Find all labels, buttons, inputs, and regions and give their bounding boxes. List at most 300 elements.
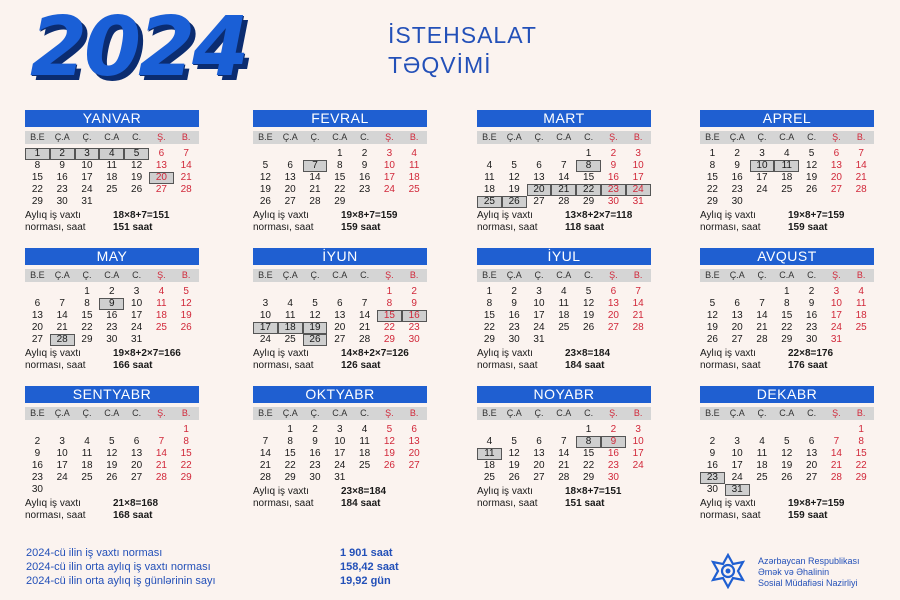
empty-cell [352,286,377,298]
weekday-label: Ç. [310,270,320,280]
empty-cell [25,424,50,436]
calendar-day: 24 [334,460,346,471]
empty-cell [327,286,352,298]
calendar-day: 7 [59,298,65,309]
month-name: YANVAR [25,110,199,127]
empty-cell [253,286,278,298]
calendar-day: 29 [284,472,296,483]
calendar-day: 27 [131,472,143,483]
calendar-day: 25 [106,184,118,195]
month-hours: 159 saat [788,222,828,233]
calendar-day: 15 [284,448,296,459]
weekday-header [25,407,199,420]
weekday-label: B. [181,408,191,418]
calendar-day: 15 [180,448,192,459]
month-name: FEVRAL [253,110,427,127]
norm-formula: 19×8+7=159 [788,498,845,509]
norm-formula: 22×8=176 [788,348,834,359]
empty-cell [50,424,75,436]
calendar-day: 29 [180,472,192,483]
hours-label: norması, saat [477,222,538,233]
calendar-day: 15 [583,172,595,183]
calendar-day: 21 [309,184,321,195]
norm-label: Aylıq iş vaxtı [700,348,756,359]
hours-label: norması, saat [25,222,86,233]
calendar-day: 28 [558,472,570,483]
month-hours: 126 saat [341,360,381,371]
ministry-logo-icon [706,553,750,589]
calendar-day: 7 [635,286,641,297]
calendar-day: 1 [585,424,592,435]
day-grid [253,424,427,484]
calendar-day: 26 [508,472,520,483]
weekday-label: C.A [104,408,120,418]
calendar-day: 4 [784,148,790,159]
month-name: İYUN [253,248,427,265]
calendar-day: 14 [558,172,570,183]
calendar-day: 21 [830,460,842,471]
calendar-day: 29 [781,334,793,345]
calendar-day: 6 [34,298,41,309]
calendar-day: 7 [833,436,840,447]
calendar-day: 2 [109,286,115,297]
calendar-day: 27 [284,196,296,207]
holiday-day: 8 [576,160,601,172]
weekday-label: Ç.A [506,270,522,280]
calendar-day: 17 [56,460,68,471]
calendar-title-line2: TƏQVİMİ [388,52,492,78]
calendar-day: 31 [131,334,143,345]
weekday-label: C. [584,408,594,418]
calendar-day: 1 [709,148,716,159]
hours-row [25,222,199,234]
holiday-day: 20 [149,172,174,184]
calendar-day: 29 [583,472,595,483]
weekday-label: B. [181,270,191,280]
calendar-day: 20 [408,448,420,459]
month-name: APREL [700,110,874,127]
calendar-day: 21 [632,310,644,321]
calendar-day: 28 [632,322,644,333]
calendar-title-line1: İSTEHSALAT [388,22,537,48]
weekday-label: B. [409,270,419,280]
calendar-day: 13 [533,172,545,183]
weekday-label: Ç. [534,132,544,142]
empty-cell [99,424,124,436]
weekday-label: Ş. [609,132,618,142]
calendar-day: 15 [781,310,793,321]
hours-row [253,222,427,234]
calendar-day: 10 [131,298,143,309]
calendar-day: 23 [106,322,118,333]
calendar-day: 28 [756,334,768,345]
weekday-header [477,269,651,282]
calendar-day: 3 [337,424,343,435]
weekday-label: C. [132,132,142,142]
calendar-day: 13 [533,448,545,459]
calendar-day: 22 [483,322,495,333]
hours-label: norması, saat [253,222,314,233]
weekday-label: C.A [332,408,348,418]
calendar-day: 21 [756,322,768,333]
calendar-day: 12 [106,448,118,459]
calendar-day: 1 [784,286,790,297]
norm-label: Aylıq iş vaxtı [25,348,81,359]
calendar-day: 13 [334,310,346,321]
norm-label: Aylıq iş vaxtı [477,210,533,221]
norm-formula: 18×8+7=151 [565,486,622,497]
calendar-day: 4 [158,286,165,297]
norm-row [477,486,651,498]
month-calendar [477,248,651,372]
calendar-day: 2 [511,286,517,297]
month-calendar [25,386,199,522]
calendar-day: 14 [830,448,842,459]
calendar-day: 1 [386,286,393,297]
norm-formula: 21×8=168 [113,498,159,509]
calendar-day: 13 [284,172,296,183]
calendar-day: 31 [830,334,842,345]
calendar-day: 18 [558,310,570,321]
norm-row [253,348,427,360]
weekday-label: B.E [30,132,45,142]
month-hours: 166 saat [113,360,153,371]
calendar-day: 27 [607,322,619,333]
calendar-day: 14 [558,448,570,459]
calendar-day: 25 [359,460,371,471]
empty-cell [774,424,799,436]
day-grid [253,148,427,208]
ministry-name [758,556,860,589]
calendar-day: 26 [706,334,718,345]
weekday-label: B.E [482,270,497,280]
weekday-label: C. [807,132,817,142]
weekday-label: C.A [779,270,795,280]
calendar-day: 6 [337,298,343,309]
calendar-day: 8 [287,436,293,447]
calendar-day: 9 [808,298,815,309]
weekday-label: B.E [705,408,720,418]
month-calendar [253,110,427,234]
calendar-day: 23 [31,472,43,483]
calendar-day: 12 [259,172,271,183]
calendar-day: 27 [533,472,545,483]
calendar-day: 23 [359,184,371,195]
calendar-day: 7 [759,298,765,309]
calendar-day: 25 [483,472,495,483]
holiday-day: 31 [725,484,750,496]
calendar-day: 24 [383,184,395,195]
calendar-day: 28 [359,334,371,345]
calendar-day: 22 [31,184,43,195]
hours-row [253,360,427,372]
calendar-day: 9 [59,160,65,171]
calendar-day: 11 [558,298,569,309]
holiday-day: 11 [774,160,799,172]
calendar-day: 8 [486,298,493,309]
weekday-label: Ş. [385,132,394,142]
calendar-day: 10 [632,436,644,447]
calendar-day: 17 [731,460,743,471]
calendar-day: 4 [486,160,493,171]
calendar-day: 12 [806,160,818,171]
calendar-day: 17 [830,310,842,321]
calendar-day: 31 [81,196,93,207]
weekday-label: C. [360,408,370,418]
calendar-day: 8 [183,436,189,447]
calendar-day: 18 [781,172,793,183]
day-grid [477,148,651,208]
calendar-day: 23 [408,322,420,333]
calendar-day: 18 [855,310,867,321]
empty-cell [527,424,552,436]
weekday-label: Ş. [832,132,841,142]
calendar-day: 20 [806,460,818,471]
holiday-day: 8 [576,436,601,448]
weekday-label: Ç.A [54,132,70,142]
weekday-label: C.A [556,270,572,280]
calendar-day: 5 [511,160,517,171]
calendar-day: 7 [561,436,567,447]
weekday-label: Ç. [82,270,92,280]
calendar-day: 25 [81,472,93,483]
calendar-day: 5 [312,298,318,309]
empty-cell [527,148,552,160]
empty-cell [25,286,50,298]
calendar-day: 21 [56,322,68,333]
weekday-label: B.E [30,270,45,280]
calendar-day: 11 [285,310,296,321]
calendar-day: 6 [833,148,840,159]
calendar-day: 14 [56,310,68,321]
calendar-day: 27 [31,334,43,345]
calendar-day: 19 [106,460,118,471]
calendar-day: 10 [533,298,545,309]
norm-label: Aylıq iş vaxtı [700,210,756,221]
summary-label: 2024-cü ilin orta aylıq iş vaxtı norması [26,561,211,573]
summary-label: 2024-cü ilin orta aylıq iş günlərinin sayı [26,575,216,587]
calendar-day: 5 [109,436,115,447]
calendar-day: 30 [408,334,420,345]
calendar-day: 29 [334,196,346,207]
calendar-day: 4 [486,436,493,447]
calendar-day: 15 [583,448,595,459]
calendar-day: 17 [632,172,644,183]
holiday-day: 26 [303,334,328,346]
calendar-day: 9 [34,448,41,459]
calendar-day: 14 [155,448,167,459]
weekday-label: C.A [104,132,120,142]
calendar-day: 29 [81,334,93,345]
holiday-day: 25 [477,196,502,208]
calendar-day: 7 [561,160,567,171]
calendar-day: 28 [309,196,321,207]
calendar-day: 30 [806,334,818,345]
weekday-label: Ş. [832,408,841,418]
summary-row [26,546,399,560]
calendar-day: 24 [131,322,143,333]
hours-label: norması, saat [477,498,538,509]
weekday-header [253,269,427,282]
weekday-label: Ç. [310,408,320,418]
calendar-day: 2 [709,436,716,447]
calendar-day: 9 [511,298,517,309]
calendar-day: 18 [359,448,371,459]
calendar-day: 15 [855,448,867,459]
calendar-day: 25 [558,322,570,333]
day-grid [700,424,874,496]
norm-formula: 23×8=184 [565,348,611,359]
empty-cell [124,424,149,436]
calendar-day: 10 [334,436,346,447]
calendar-day: 6 [734,298,740,309]
calendar-day: 5 [808,148,815,159]
calendar-day: 25 [781,184,793,195]
calendar-day: 16 [607,448,619,459]
calendar-day: 30 [706,484,718,495]
month-name: SENTYABR [25,386,199,403]
calendar-day: 20 [731,322,743,333]
month-hours: 159 saat [341,222,381,233]
calendar-day: 10 [56,448,68,459]
calendar-day: 18 [756,460,768,471]
weekday-label: Ç.A [282,132,298,142]
calendar-day: 11 [408,160,420,171]
calendar-day: 20 [334,322,346,333]
calendar-day: 19 [508,460,520,471]
calendar-day: 14 [259,448,271,459]
norm-label: Aylıq iş vaxtı [25,210,81,221]
calendar-day: 8 [337,160,343,171]
weekday-label: B.E [482,408,497,418]
calendar-day: 19 [781,460,793,471]
calendar-day: 31 [632,196,644,207]
holiday-day: 28 [50,334,75,346]
weekday-label: B.E [258,270,273,280]
day-grid [477,286,651,346]
calendar-day: 15 [483,310,495,321]
calendar-day: 7 [361,298,368,309]
calendar-day: 25 [756,472,768,483]
calendar-day: 19 [806,172,818,183]
summary-label: 2024-cü ilin iş vaxtı norması [26,547,163,559]
month-name: AVQUST [700,248,874,265]
calendar-day: 17 [756,172,768,183]
calendar-day: 5 [585,286,592,297]
calendar-day: 14 [855,160,867,171]
weekday-header [700,131,874,144]
holiday-day: 10 [750,160,775,172]
calendar-day: 3 [536,286,542,297]
day-grid [477,424,651,484]
month-hours: 184 saat [565,360,605,371]
calendar-day: 26 [583,322,595,333]
empty-cell [477,148,502,160]
hours-row [477,360,651,372]
weekday-label: Ç. [757,408,767,418]
empty-cell [824,424,849,436]
calendar-day: 9 [411,298,417,309]
calendar-day: 16 [106,310,118,321]
norm-row [477,210,651,222]
calendar-day: 16 [706,460,718,471]
hours-row [700,222,874,234]
norm-row [477,348,651,360]
calendar-day: 2 [34,436,41,447]
calendar-day: 27 [830,184,842,195]
calendar-day: 11 [359,436,370,447]
empty-cell [278,148,303,160]
calendar-day: 2 [734,148,740,159]
weekday-label: C.A [556,408,572,418]
weekday-label: C. [584,132,594,142]
hours-label: norması, saat [253,360,314,371]
weekday-label: Ç.A [54,270,70,280]
calendar-day: 5 [183,286,189,297]
calendar-day: 27 [155,184,167,195]
calendar-day: 4 [84,436,90,447]
weekday-label: B. [856,132,866,142]
hours-label: norması, saat [253,498,314,509]
month-name: MART [477,110,651,127]
calendar-day: 3 [734,436,740,447]
calendar-day: 31 [533,334,545,345]
calendar-day: 11 [855,298,867,309]
calendar-day: 4 [759,436,765,447]
summary-value: 19,92 gün [340,575,391,587]
hours-label: norması, saat [477,360,538,371]
norm-formula: 19×8+7=159 [788,210,845,221]
norm-formula: 18×8+7=151 [113,210,170,221]
calendar-day: 29 [855,472,867,483]
weekday-label: C.A [332,132,348,142]
weekday-label: Ç.A [729,408,745,418]
calendar-day: 10 [632,160,644,171]
ministry-line: Sosial Müdafiəsi Nazirliyi [758,578,858,588]
calendar-day: 16 [806,310,818,321]
calendar-day: 8 [858,436,864,447]
calendar-day: 6 [411,424,417,435]
calendar-day: 3 [262,298,269,309]
weekday-label: B.E [705,270,720,280]
norm-row [700,210,874,222]
calendar-day: 13 [830,160,842,171]
calendar-day: 15 [81,310,93,321]
calendar-day: 11 [156,298,167,309]
calendar-day: 17 [81,172,93,183]
empty-cell [551,148,576,160]
holiday-day: 20 [527,184,552,196]
calendar-day: 13 [131,448,143,459]
calendar-day: 29 [383,334,395,345]
calendar-day: 4 [361,424,368,435]
calendar-day: 7 [183,148,189,159]
month-hours: 151 saat [113,222,153,233]
calendar-day: 5 [262,160,269,171]
calendar-day: 13 [607,298,619,309]
calendar-day: 1 [287,424,293,435]
holiday-day: 18 [278,322,303,334]
calendar-day: 23 [806,322,818,333]
day-grid [25,286,199,346]
month-calendar [700,110,874,234]
month-hours: 176 saat [788,360,828,371]
calendar-day: 25 [155,322,167,333]
calendar-day: 23 [56,184,68,195]
calendar-day: 10 [731,448,743,459]
calendar-day: 6 [536,160,542,171]
holiday-day: 17 [253,322,278,334]
